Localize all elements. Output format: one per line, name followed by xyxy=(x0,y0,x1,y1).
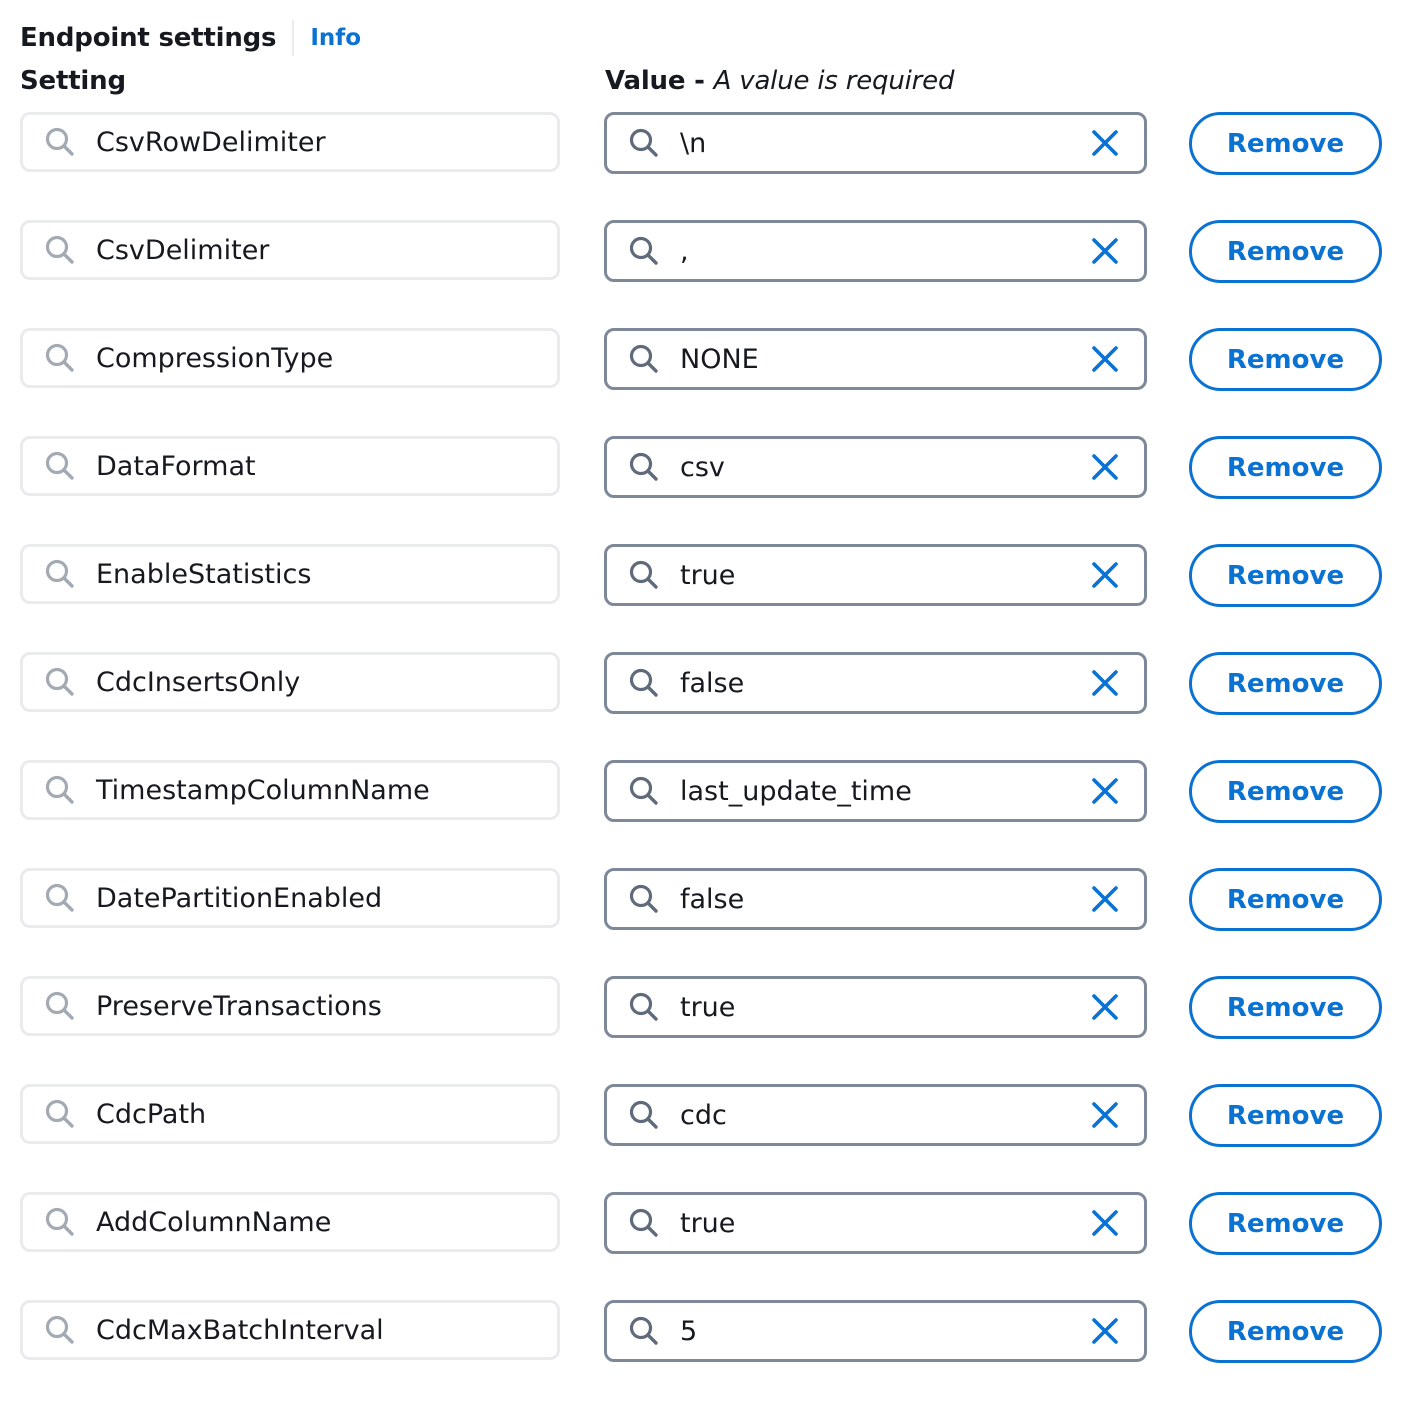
setting-key-field[interactable] xyxy=(20,760,560,820)
setting-key-text: CdcMaxBatchInterval xyxy=(96,1314,384,1346)
setting-value-field[interactable] xyxy=(604,1192,1147,1254)
setting-key-field[interactable] xyxy=(20,868,560,928)
setting-value-text: false xyxy=(680,667,745,699)
setting-key-text: CompressionType xyxy=(96,342,334,374)
value-label-text: Value - xyxy=(605,66,714,96)
value-column-label xyxy=(605,66,954,96)
close-icon[interactable] xyxy=(1088,774,1122,808)
remove-button[interactable]: Remove xyxy=(1189,220,1382,283)
setting-key-text: CsvRowDelimiter xyxy=(96,126,326,158)
search-icon xyxy=(44,450,76,482)
setting-row xyxy=(0,652,1420,760)
search-icon xyxy=(44,342,76,374)
setting-value-field[interactable] xyxy=(604,868,1147,930)
setting-row xyxy=(0,976,1420,1084)
value-required-hint: A value is required xyxy=(713,66,955,96)
setting-row xyxy=(0,544,1420,652)
search-icon xyxy=(44,666,76,698)
setting-row xyxy=(0,1300,1420,1408)
setting-key-text: CsvDelimiter xyxy=(96,234,270,266)
search-icon xyxy=(44,882,76,914)
setting-value-text: cdc xyxy=(680,1099,727,1131)
close-icon[interactable] xyxy=(1088,126,1122,160)
setting-row xyxy=(0,760,1420,868)
setting-value-text: 5 xyxy=(680,1315,698,1347)
close-icon[interactable] xyxy=(1088,1206,1122,1240)
setting-value-text: true xyxy=(680,991,736,1023)
setting-key-field[interactable] xyxy=(20,976,560,1036)
search-icon xyxy=(628,1099,660,1131)
section-title: Endpoint settings xyxy=(20,23,277,53)
setting-row xyxy=(0,436,1420,544)
setting-row xyxy=(0,112,1420,220)
setting-key-text: DatePartitionEnabled xyxy=(96,882,383,914)
close-icon[interactable] xyxy=(1088,1098,1122,1132)
setting-value-field[interactable] xyxy=(604,328,1147,390)
setting-value-text: NONE xyxy=(680,343,759,375)
search-icon xyxy=(44,1098,76,1130)
setting-value-field[interactable] xyxy=(604,652,1147,714)
setting-value-text: true xyxy=(680,559,736,591)
remove-button[interactable]: Remove xyxy=(1189,760,1382,823)
search-icon xyxy=(628,991,660,1023)
setting-key-field[interactable] xyxy=(20,220,560,280)
setting-row xyxy=(0,1084,1420,1192)
setting-key-field[interactable] xyxy=(20,544,560,604)
search-icon xyxy=(628,343,660,375)
setting-key-text: TimestampColumnName xyxy=(96,774,430,806)
search-icon xyxy=(628,883,660,915)
remove-button[interactable]: Remove xyxy=(1189,1300,1382,1363)
setting-value-field[interactable] xyxy=(604,1300,1147,1362)
search-icon xyxy=(628,559,660,591)
setting-value-field[interactable] xyxy=(604,1084,1147,1146)
setting-key-field[interactable] xyxy=(20,1084,560,1144)
search-icon xyxy=(44,1206,76,1238)
search-icon xyxy=(44,558,76,590)
setting-key-text: EnableStatistics xyxy=(96,558,312,590)
setting-value-text: false xyxy=(680,883,745,915)
setting-row xyxy=(0,868,1420,976)
remove-button[interactable]: Remove xyxy=(1189,1084,1382,1147)
search-icon xyxy=(628,667,660,699)
remove-button[interactable]: Remove xyxy=(1189,868,1382,931)
setting-row xyxy=(0,220,1420,328)
setting-key-field[interactable] xyxy=(20,328,560,388)
setting-key-field[interactable] xyxy=(20,1192,560,1252)
setting-key-text: CdcInsertsOnly xyxy=(96,666,301,698)
close-icon[interactable] xyxy=(1088,558,1122,592)
remove-button[interactable]: Remove xyxy=(1189,328,1382,391)
search-icon xyxy=(44,774,76,806)
search-icon xyxy=(628,235,660,267)
close-icon[interactable] xyxy=(1088,450,1122,484)
close-icon[interactable] xyxy=(1088,342,1122,376)
setting-key-field[interactable] xyxy=(20,1300,560,1360)
remove-button[interactable]: Remove xyxy=(1189,652,1382,715)
setting-value-field[interactable] xyxy=(604,976,1147,1038)
close-icon[interactable] xyxy=(1088,234,1122,268)
setting-key-text: PreserveTransactions xyxy=(96,990,382,1022)
setting-value-text: , xyxy=(680,235,689,267)
remove-button[interactable]: Remove xyxy=(1189,436,1382,499)
setting-key-field[interactable] xyxy=(20,436,560,496)
search-icon xyxy=(628,127,660,159)
remove-button[interactable]: Remove xyxy=(1189,544,1382,607)
setting-value-field[interactable] xyxy=(604,220,1147,282)
search-icon xyxy=(44,126,76,158)
setting-value-field[interactable] xyxy=(604,544,1147,606)
search-icon xyxy=(628,775,660,807)
search-icon xyxy=(44,990,76,1022)
close-icon[interactable] xyxy=(1088,1314,1122,1348)
remove-button[interactable]: Remove xyxy=(1189,1192,1382,1255)
setting-value-text: last_update_time xyxy=(680,775,912,807)
search-icon xyxy=(628,1315,660,1347)
setting-value-field[interactable] xyxy=(604,760,1147,822)
remove-button[interactable]: Remove xyxy=(1189,112,1382,175)
setting-key-text: AddColumnName xyxy=(96,1206,332,1238)
setting-value-text: \n xyxy=(680,127,707,159)
search-icon xyxy=(44,1314,76,1346)
setting-key-field[interactable] xyxy=(20,112,560,172)
setting-value-text: csv xyxy=(680,451,725,483)
setting-column-label: Setting xyxy=(20,66,126,96)
setting-key-text: CdcPath xyxy=(96,1098,207,1130)
setting-value-field[interactable] xyxy=(604,436,1147,498)
setting-key-text: DataFormat xyxy=(96,450,256,482)
search-icon xyxy=(628,451,660,483)
search-icon xyxy=(628,1207,660,1239)
setting-value-text: true xyxy=(680,1207,736,1239)
settings-list xyxy=(0,112,1420,1408)
header-divider xyxy=(292,20,294,56)
close-icon[interactable] xyxy=(1088,990,1122,1024)
info-link[interactable]: Info xyxy=(310,25,362,51)
setting-value-field[interactable] xyxy=(604,112,1147,174)
section-header xyxy=(20,18,361,58)
close-icon[interactable] xyxy=(1088,666,1122,700)
setting-row xyxy=(0,328,1420,436)
setting-key-field[interactable] xyxy=(20,652,560,712)
search-icon xyxy=(44,234,76,266)
remove-button[interactable]: Remove xyxy=(1189,976,1382,1039)
close-icon[interactable] xyxy=(1088,882,1122,916)
setting-row xyxy=(0,1192,1420,1300)
